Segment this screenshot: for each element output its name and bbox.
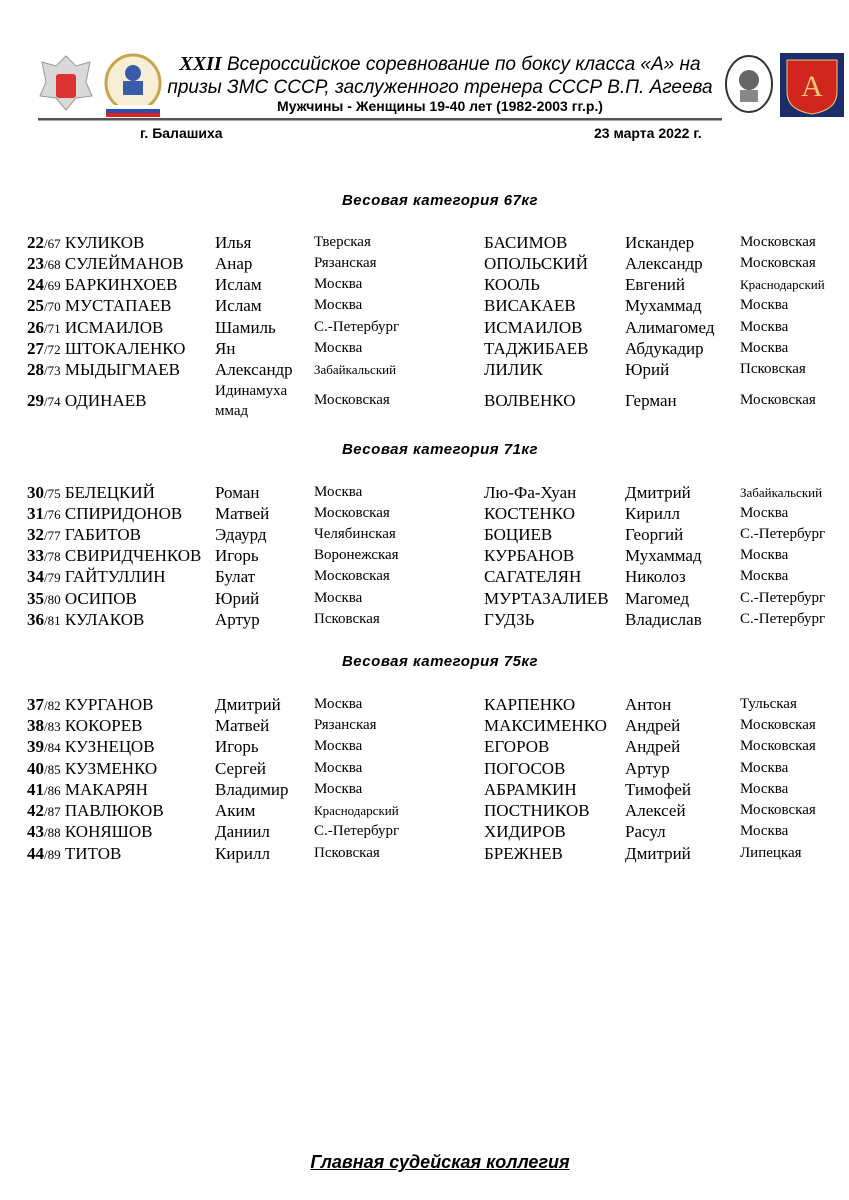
first-name: Анар [215,254,253,273]
draw-number: /77 [44,528,61,543]
region: С.-Петербург [314,319,400,335]
blue-corner-first-name: Мухаммад [625,546,702,565]
red-corner-boxer [27,338,185,360]
bout-row [0,566,849,587]
blue-corner-first-name: Алимагомед [625,318,715,337]
bout-number: 31 [27,504,44,523]
draw-number: /67 [44,236,61,251]
first-name: Юрий [215,589,260,608]
blue-corner-surname: САГАТЕЛЯН [484,567,582,586]
blue-corner-surname: БОЦИЕВ [484,525,553,544]
surname: ГАЙТУЛЛИН [64,567,166,586]
bout-row [0,359,849,380]
bout-number: 29 [27,391,44,410]
region: Московская [314,505,390,521]
draw-number: /70 [44,299,61,314]
bout-number: 26 [27,318,44,337]
draw-number: /73 [44,363,61,378]
bout-number: 24 [27,275,44,294]
draw-number: /84 [44,740,61,755]
red-corner-boxer [27,736,155,758]
blue-corner-region: С.-Петербург [740,526,826,542]
blue-corner-first-name: Антон [625,695,672,714]
bout-number: 22 [27,233,44,252]
blue-corner-region: Москва [740,547,789,563]
bout-row [0,338,849,359]
first-name: Сергей [215,759,266,778]
bout-number: 33 [27,546,44,565]
blue-corner-surname: ТАДЖИБАЕВ [484,339,589,358]
bout-row [0,232,849,253]
draw-number: /76 [44,507,61,522]
header-divider [38,118,722,121]
bout-row [0,843,849,864]
bout-row [0,524,849,545]
red-corner-boxer [27,524,141,546]
blue-corner-surname: ХИДИРОВ [484,822,566,841]
red-corner-boxer [27,274,177,296]
bout-number: 44 [27,844,44,863]
bout-number: 37 [27,695,44,714]
blue-corner-surname: ИСМАИЛОВ [484,318,583,337]
draw-number: /83 [44,719,61,734]
first-name: Кирилл [215,844,271,863]
bout-row [0,800,849,821]
blue-corner-first-name: Евгений [625,275,685,294]
surname: БЕЛЕЦКИЙ [64,483,155,502]
blue-corner-surname: ПОСТНИКОВ [484,801,590,820]
bout-number: 25 [27,296,44,315]
red-corner-boxer [27,588,137,610]
blue-corner-region: Московская [740,738,816,754]
blue-corner-region: С.-Петербург [740,590,826,606]
region: Москва [314,340,363,356]
blue-corner-surname: ОПОЛЬСКИЙ [484,254,589,273]
bout-row [0,736,849,757]
red-corner-boxer [27,232,144,254]
blue-corner-first-name: Артур [625,759,670,778]
bout-number: 34 [27,567,44,586]
event-title-line-2: призы ЗМС СССР, заслуженного тренера СССР В.П. Агеева [167,77,713,98]
first-name: Дмитрий [215,695,281,714]
blue-corner-region: Москва [740,781,789,797]
first-name: Игорь [215,737,259,756]
draw-number: /72 [44,342,61,357]
blue-corner-surname: МАКСИМЕНКО [484,716,607,735]
region: Москва [314,297,363,313]
surname: ОСИПОВ [64,589,137,608]
blue-corner-surname: ЕГОРОВ [484,737,550,756]
blue-corner-first-name: Дмитрий [625,844,691,863]
bout-row [0,274,849,295]
bout-number: 43 [27,822,44,841]
bout-row [0,758,849,779]
bout-row [0,317,849,338]
red-corner-boxer [27,694,154,716]
blue-corner-first-name: Герман [625,391,677,410]
boxing-federation-logo [104,53,162,117]
bout-row [0,545,849,566]
red-corner-boxer [27,715,142,737]
bout-number: 27 [27,339,44,358]
red-corner-boxer [27,566,166,588]
draw-number: /78 [44,549,61,564]
bout-number: 41 [27,780,44,799]
bout-number: 30 [27,483,44,502]
draw-number: /75 [44,486,61,501]
region: С.-Петербург [314,823,400,839]
blue-corner-surname: КОСТЕНКО [484,504,575,523]
red-corner-boxer [27,843,121,865]
region: Москва [314,484,363,500]
blue-corner-first-name: Магомед [625,589,690,608]
surname: КУЗНЕЦОВ [64,737,155,756]
surname: КОКОРЕВ [64,716,143,735]
blue-corner-region: Московская [740,255,816,271]
bout-row [0,779,849,800]
first-name: Идинамуха ммад [215,383,288,419]
bout-number: 38 [27,716,44,735]
surname: ШТОКАЛЕНКО [64,339,186,358]
first-name: Ислам [215,275,262,294]
blue-corner-region: Тульская [740,696,797,712]
ministry-emblem-logo [36,52,96,114]
blue-corner-region: Забайкальский [740,485,823,500]
red-corner-boxer [27,295,171,317]
blue-corner-region: Москва [740,319,789,335]
bout-number: 28 [27,360,44,379]
blue-corner-region: Московская [740,234,816,250]
blue-corner-region: Краснодарский [740,277,825,292]
blue-corner-first-name: Андрей [625,737,681,756]
blue-corner-region: С.-Петербург [740,611,826,627]
blue-corner-surname: Лю-Фа-Хуан [484,483,577,502]
region: Псковская [314,845,380,861]
first-name: Даниил [215,822,270,841]
weight-category-title: Весовая категория 67кг [341,192,539,209]
region: Рязанская [314,717,377,733]
blue-corner-region: Псковская [740,361,806,377]
blue-corner-surname: АБРАМКИН [484,780,577,799]
bout-number: 36 [27,610,44,629]
region: Краснодарский [314,803,399,818]
red-corner-boxer [27,359,180,381]
bout-row [0,821,849,842]
region: Москва [314,696,363,712]
blue-corner-surname: КУРБАНОВ [484,546,575,565]
region: Москва [314,760,363,776]
draw-number: /79 [44,570,61,585]
surname: КУРГАНОВ [64,695,154,714]
blue-corner-first-name: Искандер [625,233,695,252]
blue-corner-surname: ЛИЛИК [484,360,543,379]
blue-corner-region: Москва [740,823,789,839]
first-name: Илья [215,233,252,252]
event-title-line-1 [160,52,720,77]
surname: КОНЯШОВ [64,822,153,841]
blue-corner-surname: ГУДЗЬ [484,610,535,629]
blue-corner-first-name: Владислав [625,610,702,629]
draw-number: /88 [44,825,61,840]
surname: МУСТАПАЕВ [64,296,172,315]
surname: СУЛЕЙМАНОВ [64,254,184,273]
first-name: Булат [215,567,256,586]
bout-number: 23 [27,254,44,273]
first-name: Матвей [215,716,270,735]
region: Москва [314,590,363,606]
weight-category-title: Весовая категория 75кг [341,653,539,670]
red-corner-boxer [27,503,182,525]
red-corner-boxer [27,609,144,631]
first-name: Ислам [215,296,262,315]
first-name: Игорь [215,546,259,565]
bout-row [0,609,849,630]
blue-corner-surname: ВОЛВЕНКО [484,391,576,410]
region: Челябинская [314,526,396,542]
surname: МЫДЫГМАЕВ [64,360,180,379]
blue-corner-first-name: Георгий [625,525,684,544]
red-corner-boxer [27,779,148,801]
draw-number: /69 [44,278,61,293]
region: Рязанская [314,255,377,271]
red-corner-boxer [27,800,164,822]
red-corner-boxer [27,253,184,275]
region: Москва [314,276,363,292]
event-title-text: Всероссийское соревнование по боксу класса «А» на [221,54,701,75]
blue-corner-surname: КООЛЬ [484,275,540,294]
chief-judges-panel-heading: Главная судейская коллегия [310,1152,570,1172]
draw-number: /68 [44,257,61,272]
bout-number: 42 [27,801,44,820]
blue-corner-first-name: Александр [625,254,703,273]
region: Московская [314,568,390,584]
first-name: Владимир [215,780,289,799]
bout-number: 32 [27,525,44,544]
surname: СВИРИДЧЕНКОВ [64,546,202,565]
region: Московская [314,392,390,408]
draw-number: /80 [44,592,61,607]
region: Забайкальский [314,362,397,377]
draw-number: /85 [44,762,61,777]
balashikha-coat-of-arms-logo [779,52,845,118]
blue-corner-surname: БАСИМОВ [484,233,568,252]
red-corner-boxer [27,545,201,567]
bout-row [0,295,849,316]
blue-corner-surname: ПОГОСОВ [484,759,566,778]
region: Тверская [314,234,371,250]
blue-corner-first-name: Николоз [625,567,686,586]
first-name: Шамиль [215,318,276,337]
draw-number: /82 [44,698,61,713]
bout-row [0,715,849,736]
first-name: Александр [215,360,293,379]
first-name: Эдаурд [215,525,267,544]
boxing-school-logo [724,54,774,114]
bout-row [0,383,849,419]
red-corner-boxer [27,390,146,412]
bout-row [0,694,849,715]
blue-corner-region: Москва [740,568,789,584]
event-city: г. Балашиха [140,125,223,141]
blue-corner-first-name: Абдукадир [625,339,704,358]
blue-corner-surname: ВИСАКАЕВ [484,296,576,315]
draw-number: /81 [44,613,61,628]
bout-number: 40 [27,759,44,778]
first-name: Роман [215,483,260,502]
red-corner-boxer [27,758,157,780]
blue-corner-first-name: Расул [625,822,666,841]
surname: ПАВЛЮКОВ [64,801,164,820]
surname: СПИРИДОНОВ [64,504,183,523]
surname: КУЛИКОВ [64,233,145,252]
blue-corner-region: Москва [740,505,789,521]
blue-corner-region: Москва [740,760,789,776]
draw-number: /87 [44,804,61,819]
surname: ИСМАИЛОВ [64,318,164,337]
blue-corner-region: Москва [740,340,789,356]
region: Москва [314,781,363,797]
event-subtitle: Мужчины - Женщины 19-40 лет (1982-2003 гг.р.) [277,98,603,114]
region: Москва [314,738,363,754]
surname: ГАБИТОВ [64,525,141,544]
blue-corner-first-name: Андрей [625,716,681,735]
surname: МАКАРЯН [64,780,148,799]
blue-corner-region: Московская [740,392,816,408]
region: Псковская [314,611,380,627]
red-corner-boxer [27,821,152,843]
svg-text:A: A [801,70,823,103]
blue-corner-first-name: Дмитрий [625,483,691,502]
first-name: Аким [215,801,256,820]
red-corner-boxer [27,482,155,504]
draw-number: /89 [44,847,61,862]
first-name: Ян [215,339,236,358]
draw-number: /86 [44,783,61,798]
bout-row [0,503,849,524]
blue-corner-surname: БРЕЖНЕВ [484,844,563,863]
event-date: 23 марта 2022 г. [594,125,702,141]
red-corner-boxer [27,317,163,339]
region: Воронежская [314,547,399,563]
bout-number: 39 [27,737,44,756]
first-name: Артур [215,610,260,629]
event-title-roman: XXII [179,53,222,75]
blue-corner-surname: КАРПЕНКО [484,695,576,714]
blue-corner-first-name: Юрий [625,360,670,379]
surname: БАРКИНХОЕВ [64,275,178,294]
surname: КУЗМЕНКО [64,759,158,778]
blue-corner-first-name: Мухаммад [625,296,702,315]
blue-corner-region: Липецкая [740,845,802,861]
draw-number: /74 [44,394,61,409]
surname: ОДИНАЕВ [64,391,147,410]
bout-row [0,253,849,274]
blue-corner-region: Москва [740,297,789,313]
blue-corner-first-name: Кирилл [625,504,681,523]
surname: КУЛАКОВ [64,610,145,629]
blue-corner-surname: МУРТАЗАЛИЕВ [484,589,609,608]
blue-corner-region: Московская [740,717,816,733]
weight-category-title: Весовая категория 71кг [341,441,539,458]
bout-row [0,588,849,609]
bout-number: 35 [27,589,44,608]
blue-corner-first-name: Тимофей [625,780,691,799]
first-name: Матвей [215,504,270,523]
blue-corner-first-name: Алексей [625,801,686,820]
draw-number: /71 [44,321,61,336]
bout-row [0,482,849,503]
blue-corner-region: Московская [740,802,816,818]
surname: ТИТОВ [64,844,122,863]
